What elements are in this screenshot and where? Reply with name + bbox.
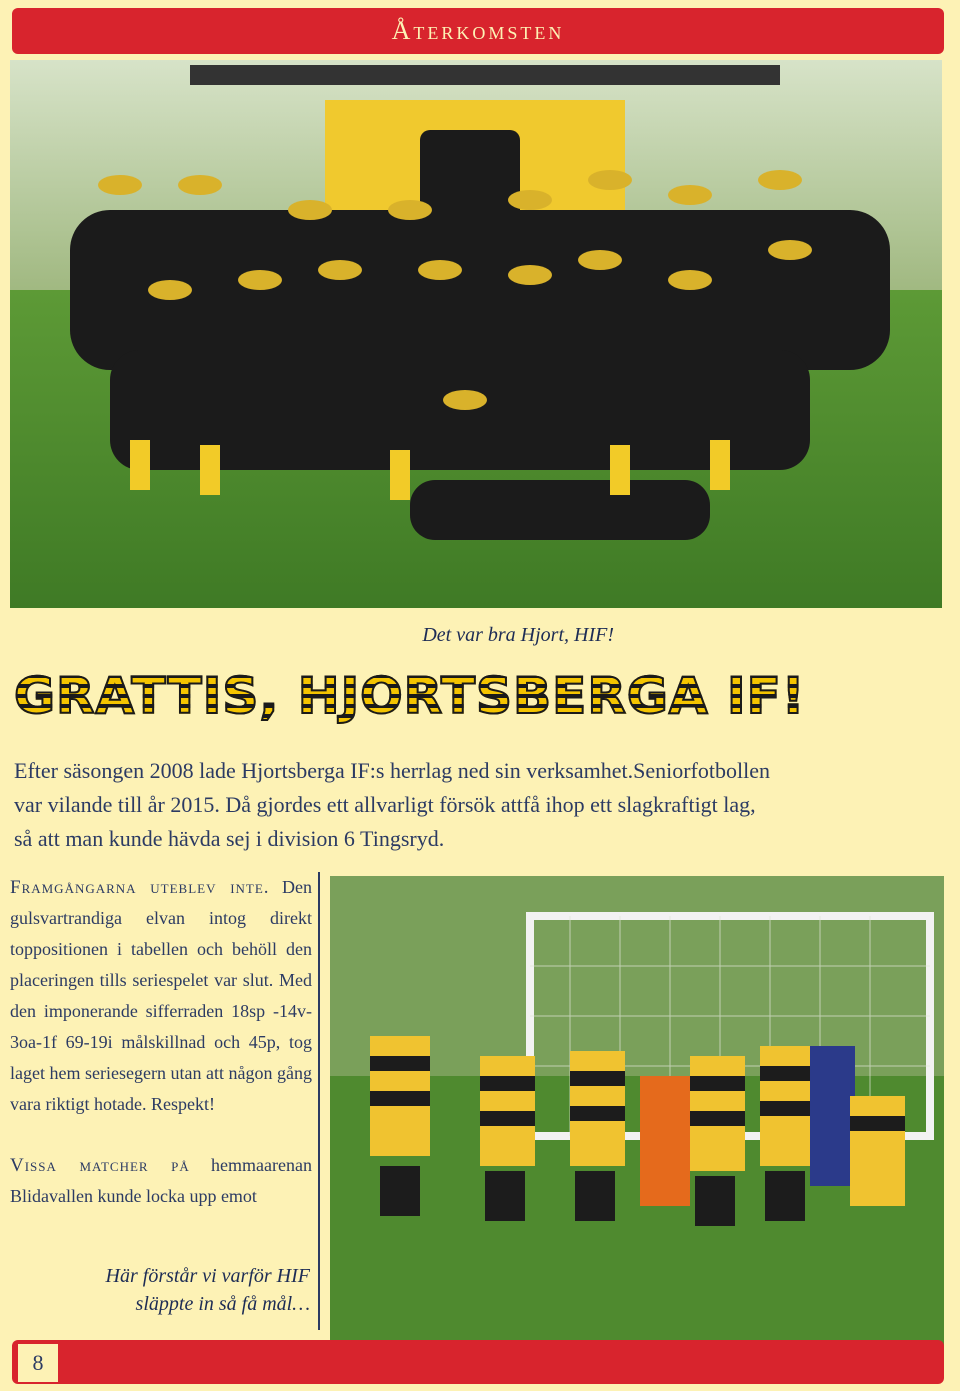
photo-caption-bottom [106, 1262, 310, 1318]
paragraph-2 [10, 1150, 312, 1212]
paragraph-2-lead: Vissa matcher på [10, 1155, 190, 1176]
article-column [10, 872, 312, 1212]
page-number: 8 [18, 1344, 58, 1382]
paragraph-2-body: hemmaarenan Blidavallen kunde locka upp emot [10, 1155, 312, 1206]
caption-line: släppte in så få mål… [135, 1293, 310, 1315]
section-title: Återkomsten [391, 16, 565, 45]
section-banner [12, 8, 944, 54]
photo-caption-top: Det var bra Hjort, HIF! [422, 624, 614, 646]
article-headline: GRATTIS, HJORTSBERGA IF! [14, 668, 946, 724]
lead-line: så att man kunde hävda sej i division 6 Tingsryd. [14, 826, 445, 851]
match-goal-photo [330, 876, 944, 1376]
paragraph-1-body: Den gulsvartrandiga elvan intog direkt toppositionen i tabellen och behöll den placeringen tills seriespelet var slut. Med den imponerande sifferraden 18sp -14v-3oa-1f 69-19i målskillnad och 45p, tog laget hem seriesegern utan att någon gång vara riktigt hotade. Respekt! [10, 877, 312, 1114]
footer-bar [12, 1340, 944, 1384]
lead-line: Efter säsongen 2008 lade Hjortsberga IF:s herrlag ned sin verksamhet.Seniorfotbollen [14, 758, 770, 783]
team-celebration-photo [10, 60, 942, 608]
column-divider [318, 872, 320, 1330]
caption-line: Här förstår vi varför HIF [105, 1265, 310, 1287]
paragraph-1 [10, 872, 312, 1120]
article-lead [14, 754, 946, 856]
lead-line: var vilande till år 2015. Då gjordes ett allvarligt försök attfå ihop ett slagkraftigt lag, [14, 792, 756, 817]
paragraph-1-lead: Framgångarna uteblev inte. [10, 877, 270, 898]
